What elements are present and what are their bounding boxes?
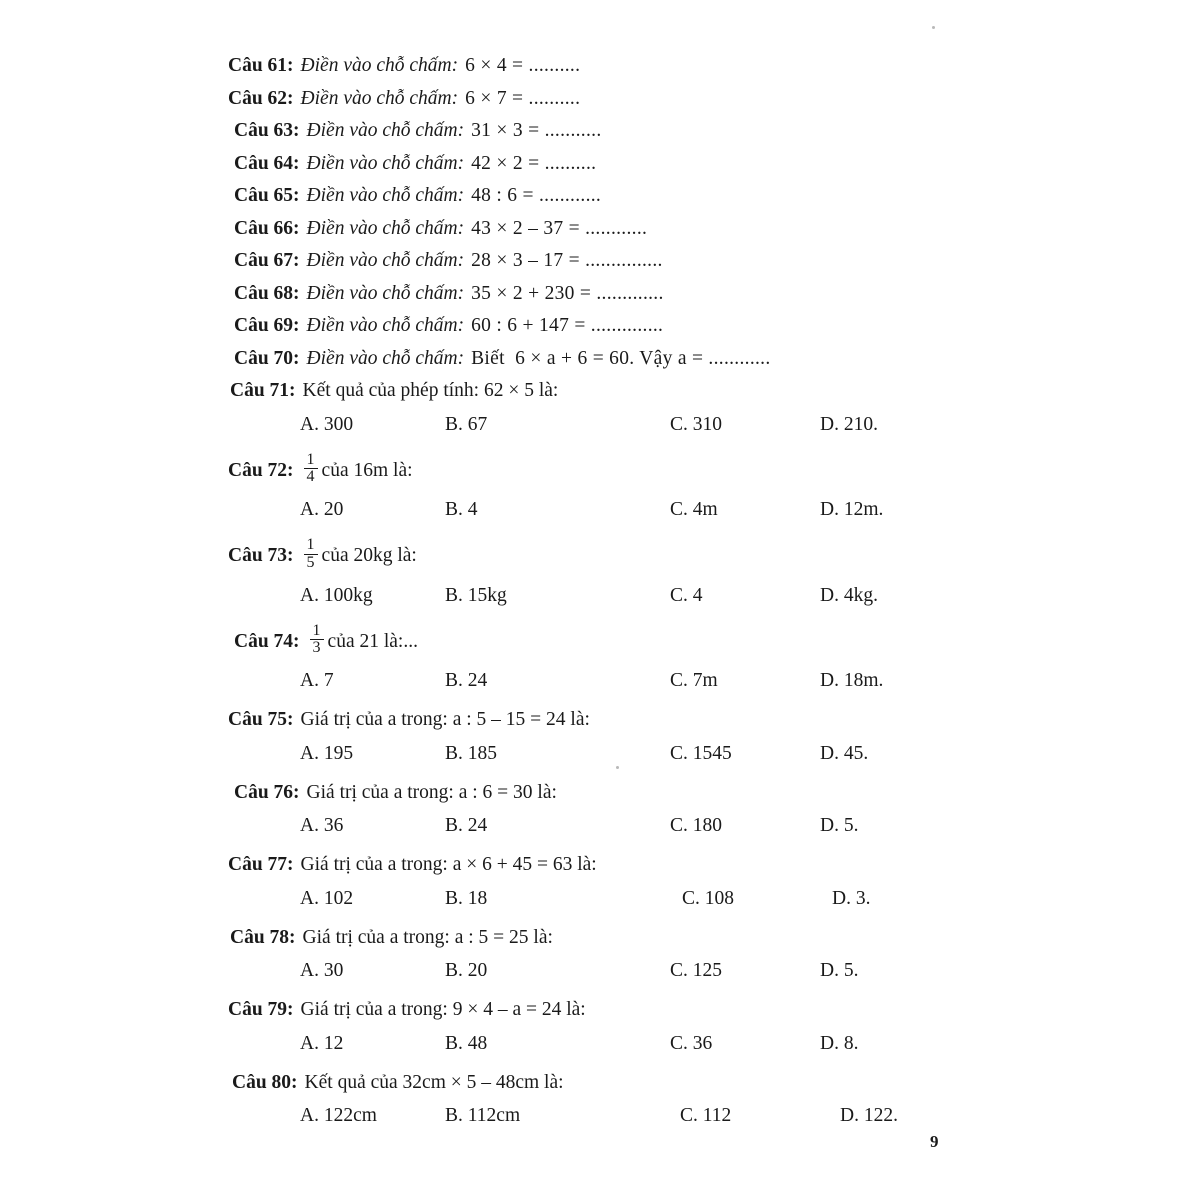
question-item [228,1073,988,1093]
question-item [228,154,988,174]
option-b[interactable]: B. 4 [445,499,478,521]
option-d[interactable]: D. 4kg. [820,584,878,606]
question-prompt: Điền vào chỗ chấm: [306,315,465,336]
question-label: Câu 79: [228,999,294,1021]
option-a[interactable]: A. 122cm [300,1105,377,1127]
question-prompt: Kết quả của 32cm × 5 – 48cm là: [304,1071,564,1093]
question-prompt: Điền vào chỗ chấm: [306,282,465,304]
question-prompt: Kết quả của phép tính: 62 × 5 là: [302,380,559,401]
question-prompt: Điền vào chỗ chấm: [300,55,459,76]
question-prompt: Điền vào chỗ chấm: [306,120,465,141]
question-item [228,284,988,304]
question-label: Câu 68: [234,282,300,304]
question-prompt: Giá trị của a trong: a : 6 = 30 là: [306,781,557,803]
fraction [304,537,318,572]
option-d[interactable]: D. 45. [820,742,869,764]
option-d[interactable]: D. 5. [820,815,859,837]
question-item [228,219,988,239]
fraction-denominator: 5 [304,554,318,572]
option-d[interactable]: D. 18m. [820,670,884,692]
question-expression: 35 × 2 + 230 = ............. [471,282,664,304]
question-label: Câu 70: [234,347,300,369]
question-prompt: của 21 là:... [327,630,418,652]
question-item [228,536,988,574]
question-label: Câu 64: [234,152,300,174]
option-b[interactable]: B. 24 [445,815,488,837]
question-expression: 28 × 3 – 17 = ............... [471,250,663,271]
fraction [304,452,318,487]
option-a[interactable]: A. 20 [300,499,344,521]
option-b[interactable]: B. 48 [445,1032,488,1054]
question-item [228,710,988,730]
option-d[interactable]: D. 8. [820,1032,859,1054]
question-prompt: Điền vào chỗ chấm: [306,152,465,174]
question-label: Câu 72: [228,459,294,481]
question-item [228,56,988,76]
option-row [228,743,988,765]
option-c[interactable]: C. 1545 [670,742,732,764]
option-b[interactable]: B. 112cm [445,1105,521,1127]
fraction-denominator: 3 [310,639,324,657]
fraction [310,623,324,658]
question-expression: 42 × 2 = .......... [471,152,597,174]
question-expression: 6 × 7 = .......... [465,87,581,109]
question-label: Câu 61: [228,55,294,76]
question-item [228,450,988,489]
question-prompt: Điền vào chỗ chấm: [306,185,465,206]
option-a[interactable]: A. 100kg [300,584,373,606]
fraction-numerator: 1 [306,450,315,468]
question-prompt: Giá trị của a trong: a : 5 – 15 = 24 là: [300,709,590,731]
option-c[interactable]: C. 112 [680,1105,732,1127]
question-item [228,316,988,336]
question-label: Câu 77: [228,854,294,876]
option-row [228,585,988,607]
question-prompt: Điền vào chỗ chấm: [306,217,465,239]
option-c[interactable]: C. 125 [670,960,723,982]
page-number: 9 [930,1132,939,1151]
question-expression: 43 × 2 – 37 = ............ [471,217,648,239]
question-label: Câu 67: [234,250,300,271]
question-label: Câu 65: [234,185,300,206]
option-row [228,499,988,521]
question-label: Câu 69: [234,315,300,336]
option-b[interactable]: B. 24 [445,670,488,692]
question-item [228,1000,988,1020]
question-label: Câu 75: [228,709,294,731]
question-prompt: Giá trị của a trong: a : 5 = 25 là: [302,926,553,948]
option-a[interactable]: A. 102 [300,887,354,909]
question-label: Câu 66: [234,217,300,239]
question-label: Câu 73: [228,545,294,567]
option-c[interactable]: C. 310 [670,413,723,435]
option-row [228,960,988,982]
question-prompt: Điền vào chỗ chấm: [306,250,465,271]
question-expression: 31 × 3 = ........... [471,120,602,141]
option-b[interactable]: B. 67 [445,413,488,435]
question-item [228,928,988,948]
question-prompt: Điền vào chỗ chấm: [306,347,465,369]
question-label: Câu 74: [234,630,300,652]
question-item [228,381,988,401]
option-a[interactable]: A. 36 [300,815,344,837]
question-label: Câu 76: [234,781,300,803]
question-expression: 60 : 6 + 147 = .............. [471,315,664,336]
question-prompt: Điền vào chỗ chấm: [300,87,459,109]
question-expression: 48 : 6 = ............ [471,185,602,206]
option-d[interactable]: D. 122. [840,1105,898,1127]
question-expression: Biết 6 × a + 6 = 60. Vậy a = ............ [471,347,771,369]
question-item [228,121,988,141]
question-expression: 6 × 4 = .......... [465,55,581,76]
option-d[interactable]: D. 3. [832,887,871,909]
question-label: Câu 71: [230,380,296,401]
option-row [228,414,988,436]
question-label: Câu 78: [230,926,296,948]
option-c[interactable]: C. 4m [670,499,718,521]
paper-speck [932,26,935,29]
option-a[interactable]: A. 30 [300,960,344,982]
option-c[interactable]: C. 36 [670,1032,713,1054]
option-a[interactable]: A. 195 [300,742,354,764]
question-prompt: của 20kg là: [321,545,417,567]
option-row [228,888,988,910]
option-row [228,815,988,837]
question-item [228,783,988,803]
option-c[interactable]: C. 180 [670,815,723,837]
question-item [228,349,988,369]
question-label: Câu 62: [228,87,294,109]
question-list [228,56,988,1127]
question-item [228,621,988,660]
option-c[interactable]: C. 4 [670,584,703,606]
question-item [228,251,988,271]
option-a[interactable]: A. 12 [300,1032,344,1054]
fraction-denominator: 4 [304,468,318,486]
fraction-numerator: 1 [312,621,321,639]
option-b[interactable]: B. 20 [445,960,488,982]
option-d[interactable]: D. 5. [820,960,859,982]
option-a[interactable]: A. 300 [300,413,354,435]
question-item [228,89,988,109]
option-row [228,1105,988,1127]
option-d[interactable]: D. 210. [820,413,878,435]
option-b[interactable]: B. 18 [445,887,488,909]
option-d[interactable]: D. 12m. [820,499,884,521]
question-item [228,186,988,206]
option-b[interactable]: B. 15kg [445,584,507,606]
option-row [228,670,988,692]
question-label: Câu 80: [232,1071,298,1093]
question-item [228,855,988,875]
option-c[interactable]: C. 7m [670,670,718,692]
question-label: Câu 63: [234,120,300,141]
option-b[interactable]: B. 185 [445,742,498,764]
fraction-numerator: 1 [306,536,315,554]
question-prompt: của 16m là: [321,459,413,481]
question-prompt: Giá trị của a trong: 9 × 4 – a = 24 là: [300,999,586,1021]
option-a[interactable]: A. 7 [300,670,334,692]
question-prompt: Giá trị của a trong: a × 6 + 45 = 63 là: [300,854,597,876]
option-row [228,1033,988,1055]
option-c[interactable]: C. 108 [682,887,735,909]
